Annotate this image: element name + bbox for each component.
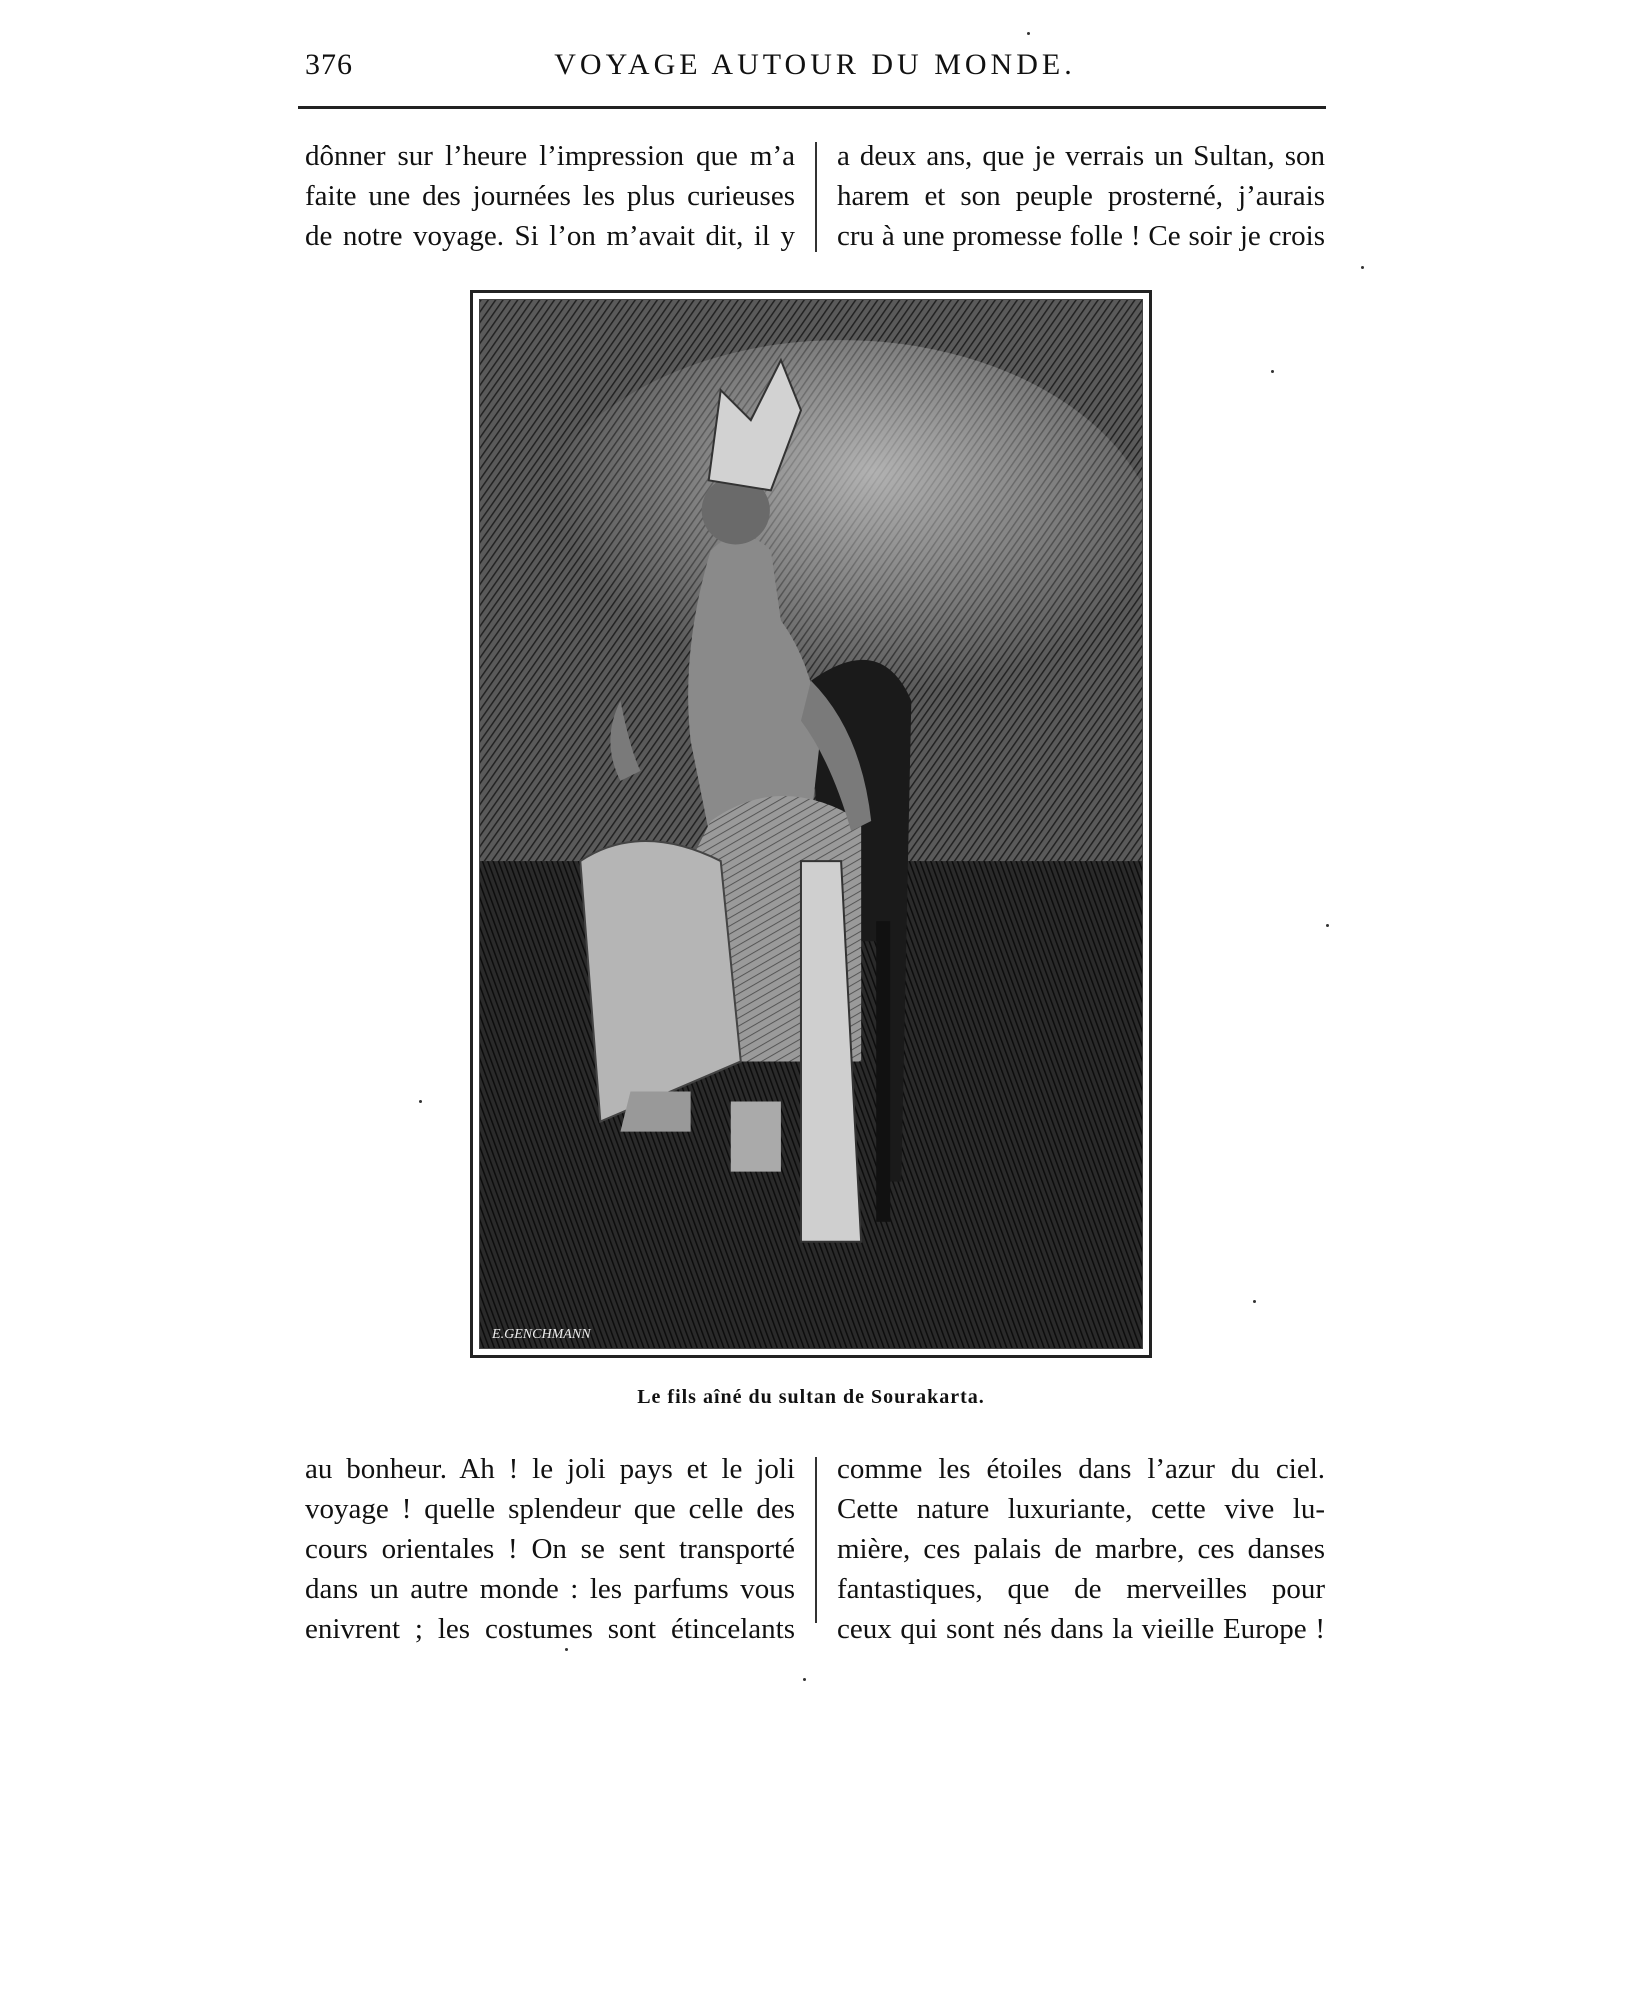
text-line: de notre voyage. Si l’on m’avait dit, il y xyxy=(305,220,795,252)
text-line: a deux ans, que je verrais un Sultan, son xyxy=(837,140,1325,172)
text-line: cru à une promesse folle ! Ce soir je crois xyxy=(837,220,1325,252)
text-line: au bonheur. Ah ! le joli pays et le joli xyxy=(305,1453,795,1485)
text-line: fantastiques, que de merveilles pour xyxy=(837,1573,1325,1605)
text-line: harem et son peuple prosterné, j’aurais xyxy=(837,180,1325,212)
engraver-signature: E.GENCHMANN xyxy=(492,1325,591,1342)
text-line: mière, ces palais de marbre, ces danses xyxy=(837,1533,1325,1565)
print-speck xyxy=(1361,266,1364,269)
text-line: dônner sur l’heure l’impression que m’a xyxy=(305,140,795,172)
text-line: ceux qui sont nés dans la vieille Europe ! xyxy=(837,1613,1325,1645)
print-speck xyxy=(1326,924,1329,927)
engraving-figure xyxy=(470,290,1152,1358)
page-number: 376 xyxy=(305,48,353,81)
running-header xyxy=(305,48,1325,92)
top-left-column xyxy=(305,136,795,256)
text-line: Cette nature luxuriante, cette vive lu- xyxy=(837,1493,1325,1525)
print-speck xyxy=(565,1648,568,1651)
column-divider xyxy=(815,1457,817,1623)
print-speck xyxy=(1027,32,1030,35)
running-title: VOYAGE AUTOUR DU MONDE. xyxy=(554,48,1076,81)
print-speck xyxy=(419,1100,422,1103)
print-speck xyxy=(803,1678,806,1681)
bottom-left-column xyxy=(305,1449,795,1649)
text-line: dans un autre monde : les parfums vous xyxy=(305,1573,795,1605)
foot-right xyxy=(731,1102,781,1172)
text-line: enivrent ; les costumes sont étincelants xyxy=(305,1613,795,1645)
text-line: faite une des journées les plus curieuses xyxy=(305,180,795,212)
column-divider xyxy=(815,142,817,252)
foot-left xyxy=(620,1092,690,1132)
sultan-son-engraving xyxy=(480,300,1142,1348)
header-rule xyxy=(298,106,1326,109)
top-right-column xyxy=(837,136,1325,256)
figure-caption: Le fils aîné du sultan de Sourakarta. xyxy=(637,1386,985,1408)
chair-leg xyxy=(876,921,890,1222)
print-speck xyxy=(1271,370,1274,373)
text-line: cours orientales ! On se sent transporté xyxy=(305,1533,795,1565)
text-line: comme les étoiles dans l’azur du ciel. xyxy=(837,1453,1325,1485)
bottom-right-column xyxy=(837,1449,1325,1649)
print-speck xyxy=(1253,1300,1256,1303)
text-line: voyage ! quelle splendeur que celle des xyxy=(305,1493,795,1525)
